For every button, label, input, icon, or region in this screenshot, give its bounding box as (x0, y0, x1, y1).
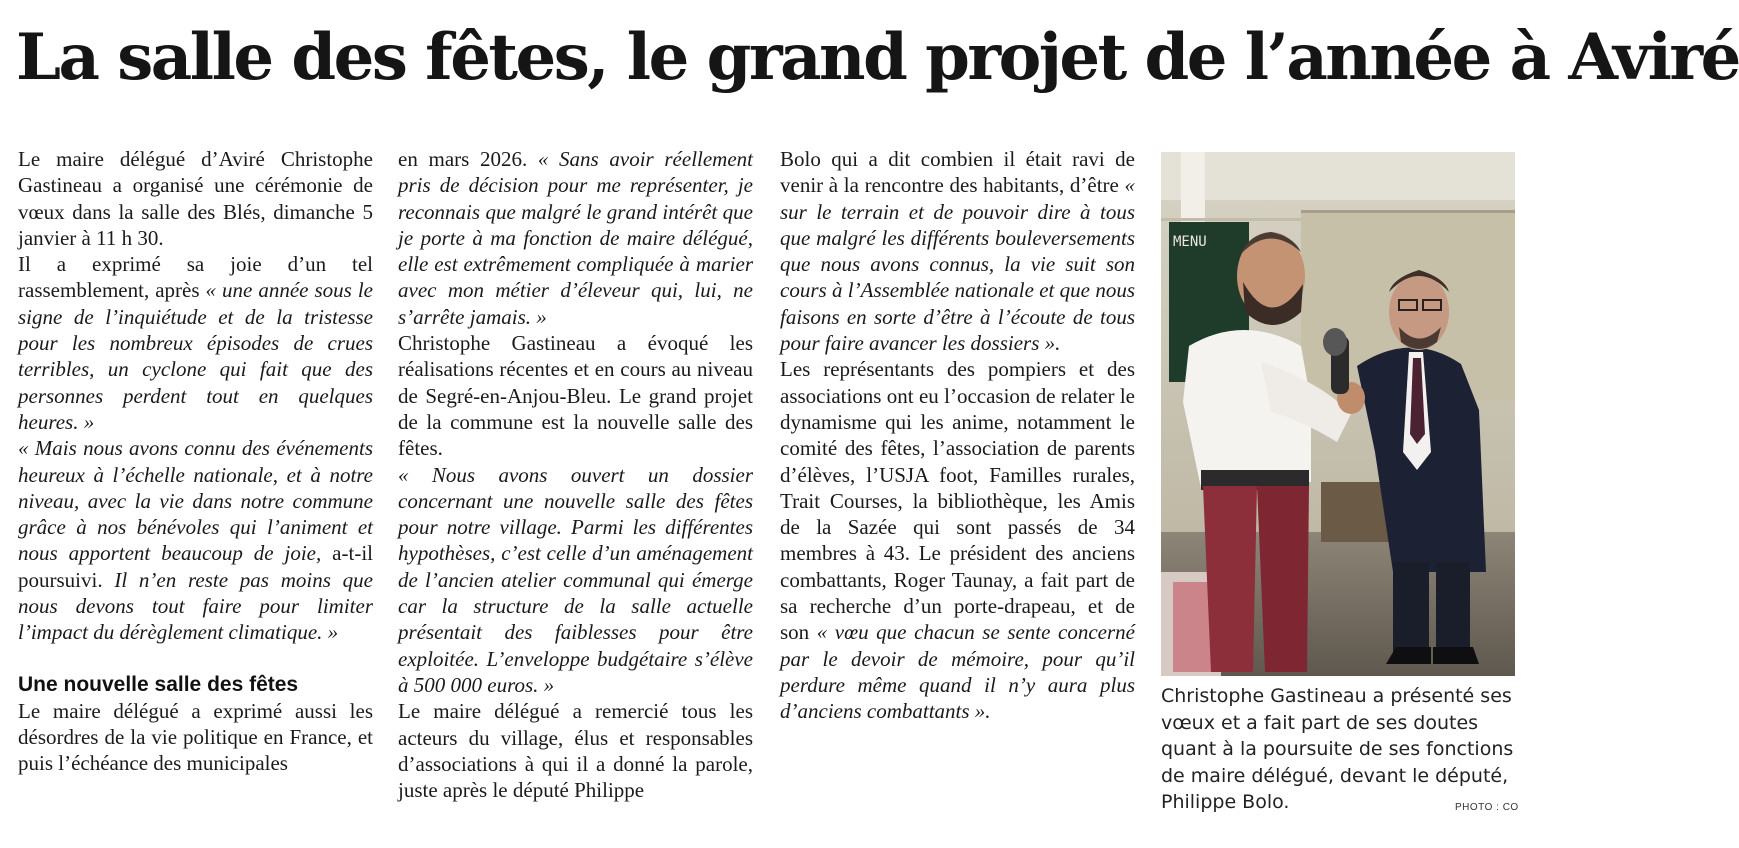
paragraph: Le maire délégué d’Aviré Christophe Gastineau a organisé une cérémonie de vœux dans la salle des Blés, dimanche 5 janvier à 11 h 30. (18, 147, 373, 250)
text-run: a-t-il poursuivi. (18, 541, 373, 592)
quote: « Sans avoir réellement pris de décision pour me représenter, je reconnais que malgré le grand intérêt que je porte à ma fonction de maire délégué, elle est extrêmement compliquée à marier avec mon métier d’éleveur qui, lui, ne s’arrête jamais. » (398, 147, 753, 329)
quote: « vœu que chacun se sente concerné par le devoir de mémoire, pour qu’il perdure même quand il n’y aura plus d’anciens combattants ». (780, 620, 1135, 724)
article-column-1 (18, 146, 373, 777)
text-run: Il a exprimé sa joie d’un tel rassemblement, après (18, 252, 373, 303)
text-run: en mars 2026. (398, 147, 538, 171)
text-run: Bolo qui a dit combien il était ravi de venir à la rencontre des habitants, d’être (780, 147, 1135, 198)
paragraph (18, 251, 373, 435)
paragraph (780, 146, 1135, 356)
paragraph (18, 435, 373, 645)
article-column-2 (398, 146, 753, 803)
photo-credit: PHOTO : CO (1455, 802, 1519, 813)
quote: Il n’en reste pas moins que nous devons tout faire pour limiter l’impact du dérèglement climatique. » (18, 567, 373, 645)
board-text: MENU (1173, 234, 1207, 250)
article-photo (1161, 152, 1515, 676)
quote: « une année sous le signe de l’inquiétude et de la tristesse pour les nombreux épisodes de crues terribles, un cyclone qui fait que des personnes perdent tout en quelques heures. » (18, 278, 373, 434)
photo-illustration (1161, 152, 1515, 676)
quote: « Nous avons ouvert un dossier concernant une nouvelle salle des fêtes pour notre village. Parmi les différentes hypothèses, c’est celle d’un aménagement de l’ancien atelier communal qui émerge car la structure de la salle actuelle présentait des faiblesses pour être exploitée. L’enveloppe budgétaire s’élève à 500 000 euros. » (398, 462, 753, 697)
headline: La salle des fêtes, le grand projet de l’année à Aviré (16, 20, 1739, 95)
photo-caption: Christophe Gastineau a présenté ses vœux et a fait part de ses doutes quant à la poursuite de ses fonctions de maire délégué, devant le député, Philippe Bolo. (1161, 685, 1514, 813)
text-run: Les représentants des pompiers et des associations ont eu l’occasion de relater le dynamisme qui les anime, notamment le comité des fêtes, l’association de parents d’élèves, l’USJA foot, Familles rurales, Trait Courses, la bibliothèque, les Amis de la Sazée qui sont passés de 34 membres à 43. Le président des anciens combattants, Roger Taunay, a fait part de sa recherche d’un porte-drapeau, et de son (780, 357, 1135, 645)
subheading: Une nouvelle salle des fêtes (18, 672, 299, 696)
quote: « Mais nous avons connu des événements heureux à l’échelle nationale, et à notre niveau, avec la vie dans notre commune grâce à nos bénévoles qui l’animent et nous apportent beaucoup de joie, (18, 436, 373, 566)
paragraph: Le maire délégué a remercié tous les acteurs du village, élus et responsables d’associations à qui il a donné la parole, juste après le député Philippe (398, 699, 753, 803)
paragraph (398, 462, 753, 699)
paragraph (780, 356, 1135, 724)
paragraph: Le maire délégué a exprimé aussi les désordres de la vie politique en France, et puis l’échéance des municipales (18, 698, 373, 776)
article-column-3 (780, 146, 1135, 725)
quote: « sur le terrain et de pouvoir dire à tous que malgré les différents bouleversements que nous avons connus, la vie suit son cours à l’Assemblée nationale et que nous faisons en sorte d’être à l’écoute de tous pour faire avancer les dossiers ». (780, 173, 1135, 356)
paragraph (398, 146, 753, 330)
paragraph: Christophe Gastineau a évoqué les réalisations récentes et en cours au niveau de Segré-en-Anjou-Bleu. Le grand projet de la commune est la nouvelle salle des fêtes. (398, 331, 753, 461)
